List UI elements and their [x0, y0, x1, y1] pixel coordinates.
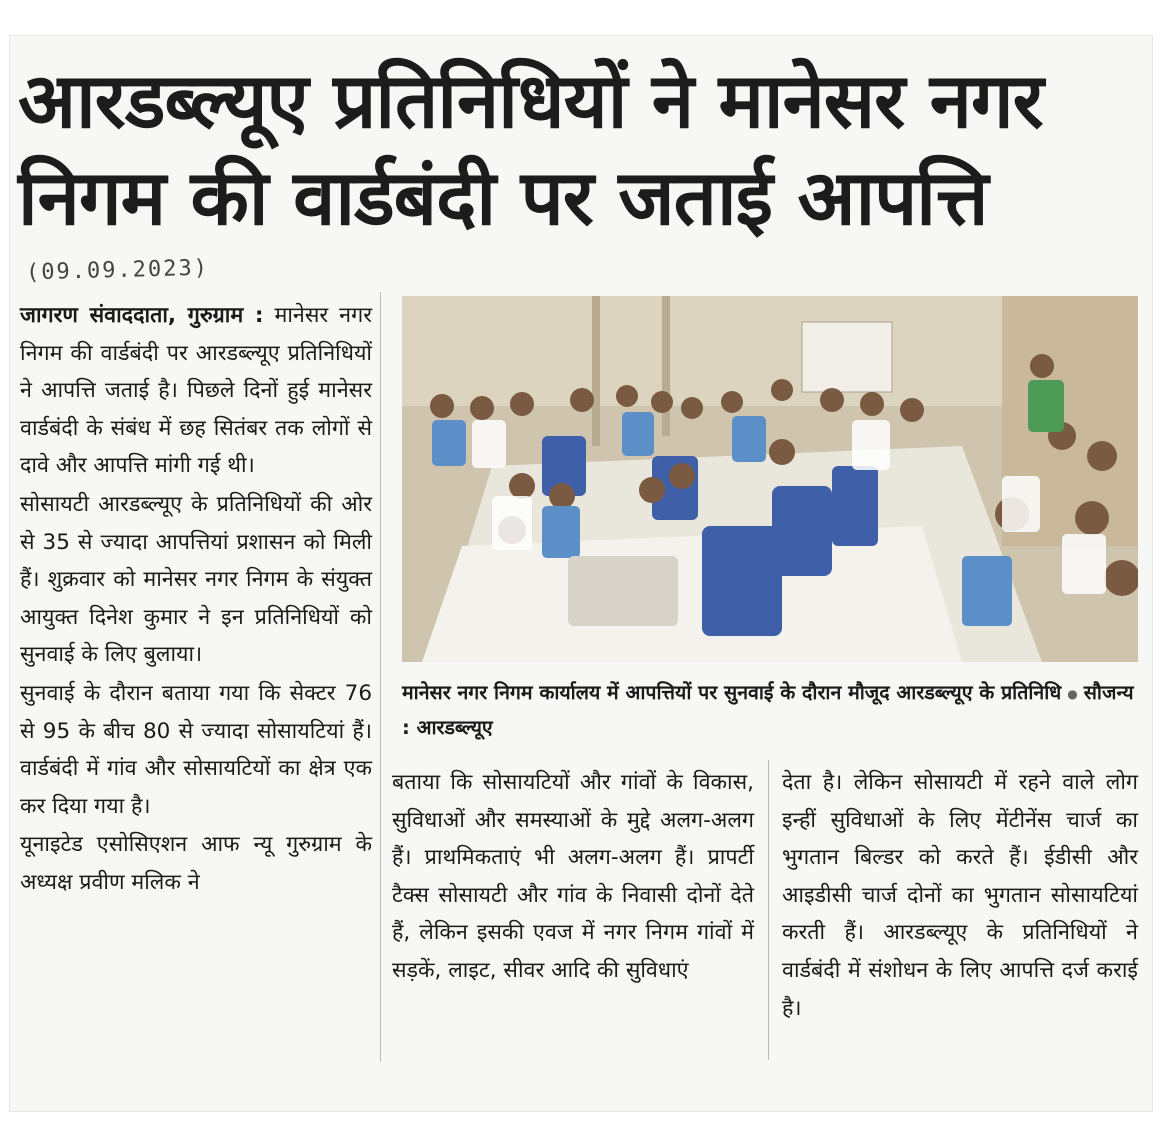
- paragraph-text: मानेसर नगर निगम की वार्डबंदी पर आरडब्ल्यूए प्रतिनिधियों ने आपत्ति जताई है। पिछले दिनों हुई मानेसर वार्डबंदी के संबंध में छह सितंबर तक लोगों से दावे और आपत्ति मांगी गई थी।: [20, 303, 372, 479]
- article-column-3: [782, 764, 1138, 1027]
- handwritten-date: (09.09.2023): [25, 255, 210, 286]
- paragraph: सुनवाई के दौरान बताया गया कि सेक्टर 76 से 95 के बीच 80 से ज्यादा सोसायटियां हैं। वार्डबंदी में गांव और सोसायटियों का क्षेत्र एक कर दिया गया है।: [20, 680, 372, 819]
- article-column-1: [20, 297, 372, 902]
- caption-text: मानेसर नगर निगम कार्यालय में आपत्तियों पर सुनवाई के दौरान मौजूद आरडब्ल्यूए के प्रतिनिधि: [402, 681, 1062, 704]
- meeting-photo: [402, 296, 1138, 662]
- paragraph: सोसायटी आरडब्ल्यूए के प्रतिनिधियों की ओर से 35 से ज्यादा आपत्तियां प्रशासन को मिली हैं। शुक्रवार को मानेसर नगर निगम के संयुक्त आयुक्त दिनेश कुमार ने इन प्रतिनिधियों को सुनवाई के लिए बुलाया।: [20, 491, 372, 668]
- byline: जागरण संवाददाता, गुरुग्राम :: [20, 303, 264, 328]
- paragraph: [20, 297, 372, 485]
- headline-line-2: निगम की वार्डबंदी पर जताई आपत्ति: [18, 153, 988, 242]
- headline: [18, 52, 1148, 246]
- paragraph: देता है। लेकिन सोसायटी में रहने वाले लोग इन्हीं सुविधाओं के लिए मेंटीनेंस चार्ज का भुगतान बिल्डर को करते हैं। ईडीसी और आइडीसी चार्ज दोनों का भुगतान सोसायटियां करती हैं। आरडब्ल्यूए के प्रतिनिधियों ने वार्डबंदी में संशोधन के लिए आपत्ति दर्ज कराई है।: [782, 770, 1138, 1021]
- meeting-photo-illustration: [402, 296, 1138, 662]
- headline-line-1: आरडब्ल्यूए प्रतिनिधियों ने मानेसर नगर: [18, 56, 1043, 145]
- bullet-icon: ●: [1067, 686, 1078, 701]
- column-divider: [768, 760, 769, 1060]
- column-divider: [380, 292, 381, 1062]
- article-column-2: [392, 764, 754, 990]
- paragraph: यूनाइटेड एसोसिएशन आफ न्यू गुरुग्राम के अध्यक्ष प्रवीण मलिक ने: [20, 832, 372, 895]
- caption-credit: सौजन्य : आरडब्ल्यूए: [402, 681, 1134, 739]
- photo-caption: [402, 676, 1138, 745]
- paragraph: बताया कि सोसायटियों और गांवों के विकास, सुविधाओं और समस्याओं के मुद्दे अलग-अलग हैं। प्राथमिकताएं भी अलग-अलग हैं। प्रापर्टी टैक्स सोसायटी और गांव के निवासी दोनों देते हैं, लेकिन इसकी एवज में नगर निगम गांवों में सड़कें, लाइट, सीवर आदि की सुविधाएं: [392, 770, 754, 983]
